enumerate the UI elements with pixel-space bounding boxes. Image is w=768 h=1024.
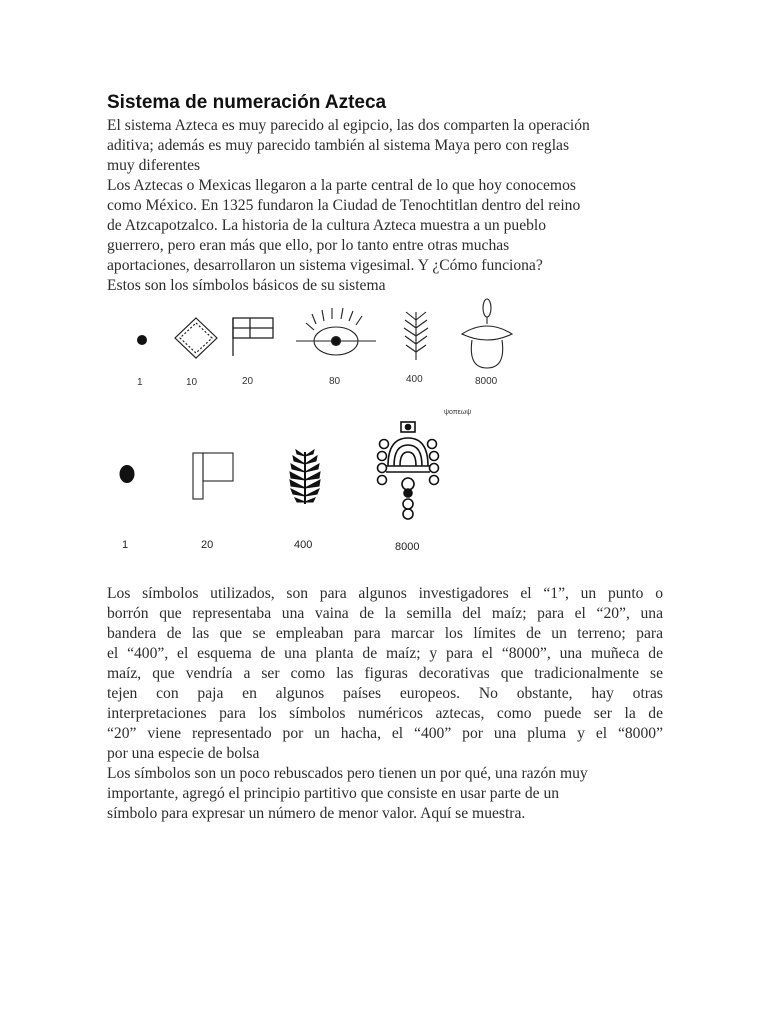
body-line: el “400”, el esquema de una planta de maíz; y para el “8000”, una muñeca de <box>107 645 663 662</box>
symbol-label: 400 <box>294 539 313 551</box>
body-line: Los símbolos utilizados, son para algunos investigadores el “1”, un punto o <box>107 585 663 602</box>
body-line: maíz, que vendría a ser como las figuras decorativas que tradicionalmente se <box>107 665 663 682</box>
dot-symbol-icon <box>137 335 147 345</box>
symbol-label: 20 <box>201 539 214 551</box>
plant-symbol-icon <box>290 450 320 504</box>
plant-symbol-icon <box>404 312 428 360</box>
figure-small-caption: ψοπεωψ <box>444 409 472 416</box>
flag-symbol-icon <box>193 453 233 499</box>
intro-line: como México. En 1325 fundaron la Ciudad de Tenochtitlan dentro del reino <box>107 197 581 214</box>
symbol-label: 1 <box>122 539 129 551</box>
intro-paragraph <box>107 116 667 296</box>
symbol-label: 400 <box>406 374 423 385</box>
flag-symbol-icon <box>233 318 273 356</box>
pouch-symbol-icon <box>462 299 512 368</box>
intro-line: aditiva; además es muy parecido también al sistema Maya pero con reglas <box>107 137 570 154</box>
doll-symbol-icon <box>378 422 439 519</box>
intro-line: Estos son los símbolos básicos de su sistema <box>107 277 386 294</box>
body-line: por una especie de bolsa <box>107 745 260 762</box>
dot-symbol-icon <box>120 465 135 483</box>
body-line: importante, agregó el principio partitivo que consiste en usar parte de un <box>107 785 560 802</box>
body-line: interpretaciones para los símbolos numéricos aztecas, como puede ser la de <box>107 705 663 722</box>
body-line: Los símbolos son un poco rebuscados pero tienen un por qué, una razón muy <box>107 765 588 782</box>
intro-line: Los Aztecas o Mexicas llegaron a la parte central de lo que hoy conocemos <box>107 177 576 194</box>
intro-line: de Atzcapotzalco. La historia de la cultura Azteca muestra a un pueblo <box>107 217 547 234</box>
body-paragraph <box>107 584 663 824</box>
diamond-symbol-icon <box>175 318 217 358</box>
symbol-label: 1 <box>137 377 143 388</box>
body-line: tejen con paja en algunos países europeos. No obstante, hay otras <box>107 685 663 702</box>
symbol-label: 8000 <box>475 376 498 387</box>
symbol-label: 8000 <box>395 541 420 553</box>
intro-line: guerrero, pero eran más que ello, por lo tanto entre otras muchas <box>107 237 510 254</box>
intro-line: El sistema Azteca es muy parecido al egipcio, las dos comparten la operación <box>107 117 590 134</box>
intro-line: aportaciones, desarrollaron un sistema vigesimal. Y ¿Cómo funciona? <box>107 257 543 274</box>
aztec-symbols-figure <box>100 290 520 560</box>
body-line: bandera de las que se empleaban para marcar los límites de un terreno; para <box>107 625 663 642</box>
body-line: borrón que representaba una vaina de la semilla del maíz; para el “20”, una <box>107 605 663 622</box>
symbol-label: 80 <box>329 376 341 387</box>
body-line: “20” viene representado por un hacha, el “400” por una pluma y el “8000” <box>107 725 663 742</box>
page-title: Sistema de numeración Azteca <box>107 92 387 113</box>
body-line: símbolo para expresar un número de menor valor. Aquí se muestra. <box>107 805 526 822</box>
intro-line: muy diferentes <box>107 157 201 174</box>
symbol-label: 10 <box>186 377 198 388</box>
sun-eye-symbol-icon <box>296 308 376 355</box>
symbol-label: 20 <box>242 376 254 387</box>
